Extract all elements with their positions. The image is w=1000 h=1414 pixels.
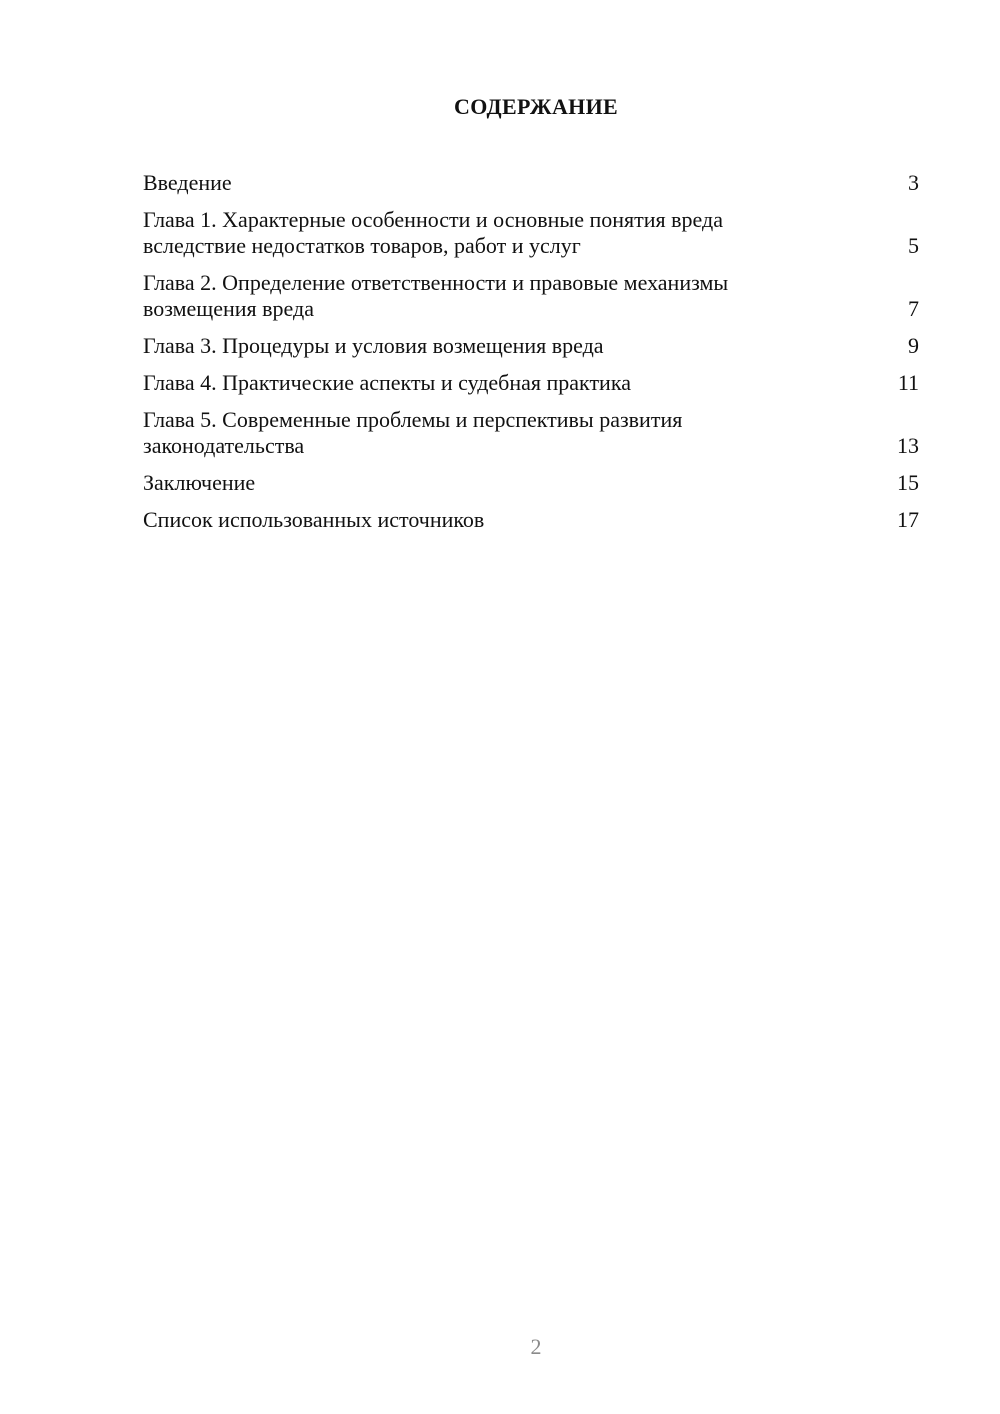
toc-entry-label: Глава 4. Практические аспекты и судебная практика	[143, 370, 631, 395]
toc-entry-page: 15	[897, 470, 919, 495]
toc-entry-conclusion[interactable]	[143, 470, 919, 496]
toc-entry-label: Глава 5. Современные проблемы и перспективы развития законодательства	[143, 407, 683, 458]
toc-entry-chapter-5[interactable]	[143, 407, 919, 459]
toc-entry-page: 13	[897, 433, 919, 458]
toc-entry-page: 3	[908, 170, 919, 195]
toc-entry-page: 9	[908, 333, 919, 358]
toc-entry-label: Введение	[143, 170, 232, 195]
table-of-contents	[143, 170, 919, 544]
toc-entry-label: Глава 3. Процедуры и условия возмещения вреда	[143, 333, 604, 358]
page-number: 2	[530, 1334, 542, 1359]
page-title: СОДЕРЖАНИЕ	[454, 94, 618, 119]
toc-entry-introduction[interactable]	[143, 170, 919, 196]
toc-entry-label: Заключение	[143, 470, 256, 495]
toc-entry-label: Глава 1. Характерные особенности и основные понятия вреда вследствие недостатков товаров, работ и услуг	[143, 207, 723, 258]
toc-entry-label: Глава 2. Определение ответственности и правовые механизмы возмещения вреда	[143, 270, 729, 321]
toc-entry-chapter-1[interactable]	[143, 207, 919, 259]
toc-entry-page: 5	[908, 233, 919, 258]
toc-entry-page: 7	[908, 296, 919, 321]
toc-entry-references[interactable]	[143, 507, 919, 533]
toc-entry-chapter-3[interactable]	[143, 333, 919, 359]
toc-entry-chapter-2[interactable]	[143, 270, 919, 322]
toc-entry-chapter-4[interactable]	[143, 370, 919, 396]
toc-entry-page: 17	[897, 507, 919, 532]
toc-entry-label: Список использованных источников	[143, 507, 485, 532]
toc-entry-page: 11	[897, 370, 919, 395]
